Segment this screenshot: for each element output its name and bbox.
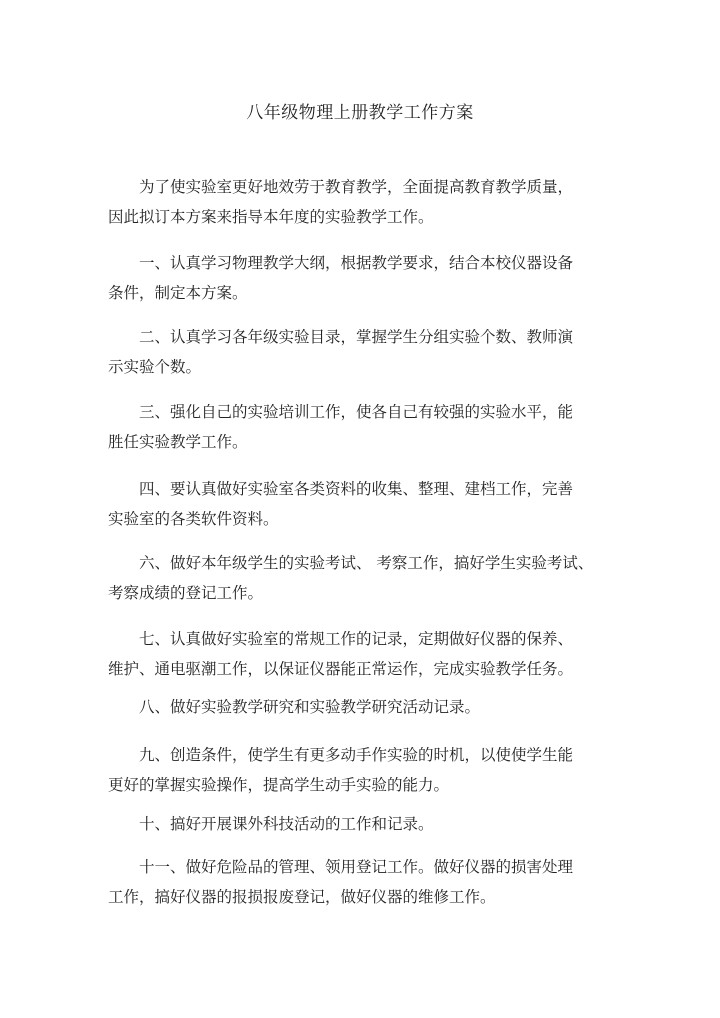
paragraph-item-1 bbox=[108, 248, 608, 308]
paragraph-line: 实验室的各类软件资料。 bbox=[108, 510, 279, 528]
document-title: 八年级物理上册教学工作方案 bbox=[246, 103, 474, 123]
paragraph-line: 七、认真做好实验室的常规工作的记录，定期做好仪器的保养、 bbox=[139, 630, 574, 648]
paragraph-item-11 bbox=[108, 852, 608, 912]
paragraph-line: 四、要认真做好实验室各类资料的收集、整理、建档工作，完善 bbox=[139, 480, 574, 498]
paragraph-line: 一、认真学习物理教学大纲，根据教学要求，结合本校仪器设备 bbox=[139, 254, 574, 272]
paragraph-item-3 bbox=[108, 397, 608, 457]
paragraph-line: 八、做好实验教学研究和实验教学研究活动记录。 bbox=[139, 698, 481, 716]
paragraph-line: 为了使实验室更好地效劳于教育教学，全面提高教育教学质量， bbox=[139, 178, 574, 196]
paragraph-line: 更好的掌握实验操作，提高学生动手实验的能力。 bbox=[108, 776, 450, 794]
paragraph-item-6 bbox=[108, 548, 608, 608]
paragraph-line: 工作，搞好仪器的报损报废登记，做好仪器的维修工作。 bbox=[108, 888, 496, 906]
paragraph-line: 十、搞好开展课外科技活动的工作和记录。 bbox=[139, 815, 434, 833]
paragraph-line: 维护、通电驱潮工作，以保证仪器能正常运作，完成实验教学任务。 bbox=[108, 660, 574, 678]
paragraph-line: 胜任实验教学工作。 bbox=[108, 433, 248, 451]
paragraph-item-4 bbox=[108, 474, 608, 534]
paragraph-item-2 bbox=[108, 322, 608, 382]
paragraph-line: 三、强化自己的实验培训工作，使各自己有较强的实验水平，能 bbox=[139, 403, 574, 421]
paragraph-item-9 bbox=[108, 740, 608, 800]
paragraph-line: 九、创造条件，使学生有更多动手作实验的时机，以使使学生能 bbox=[139, 746, 574, 764]
paragraph-line: 考察成绩的登记工作。 bbox=[108, 584, 264, 602]
paragraph-item-10 bbox=[108, 809, 608, 839]
paragraph-item-8 bbox=[108, 692, 608, 722]
paragraph-line: 十一、做好危险品的管理、领用登记工作。做好仪器的损害处理 bbox=[139, 858, 574, 876]
paragraph-line: 因此拟订本方案来指导本年度的实验教学工作。 bbox=[108, 208, 434, 226]
paragraph-intro bbox=[108, 172, 608, 232]
paragraph-line: 条件，制定本方案。 bbox=[108, 284, 248, 302]
paragraph-item-7 bbox=[108, 624, 608, 684]
paragraph-line: 二、认真学习各年级实验目录，掌握学生分组实验个数、教师演 bbox=[139, 328, 574, 346]
paragraph-line: 示实验个数。 bbox=[108, 358, 202, 376]
paragraph-line: 六、做好本年级学生的实验考试、 考察工作，搞好学生实验考试、 bbox=[139, 554, 594, 572]
